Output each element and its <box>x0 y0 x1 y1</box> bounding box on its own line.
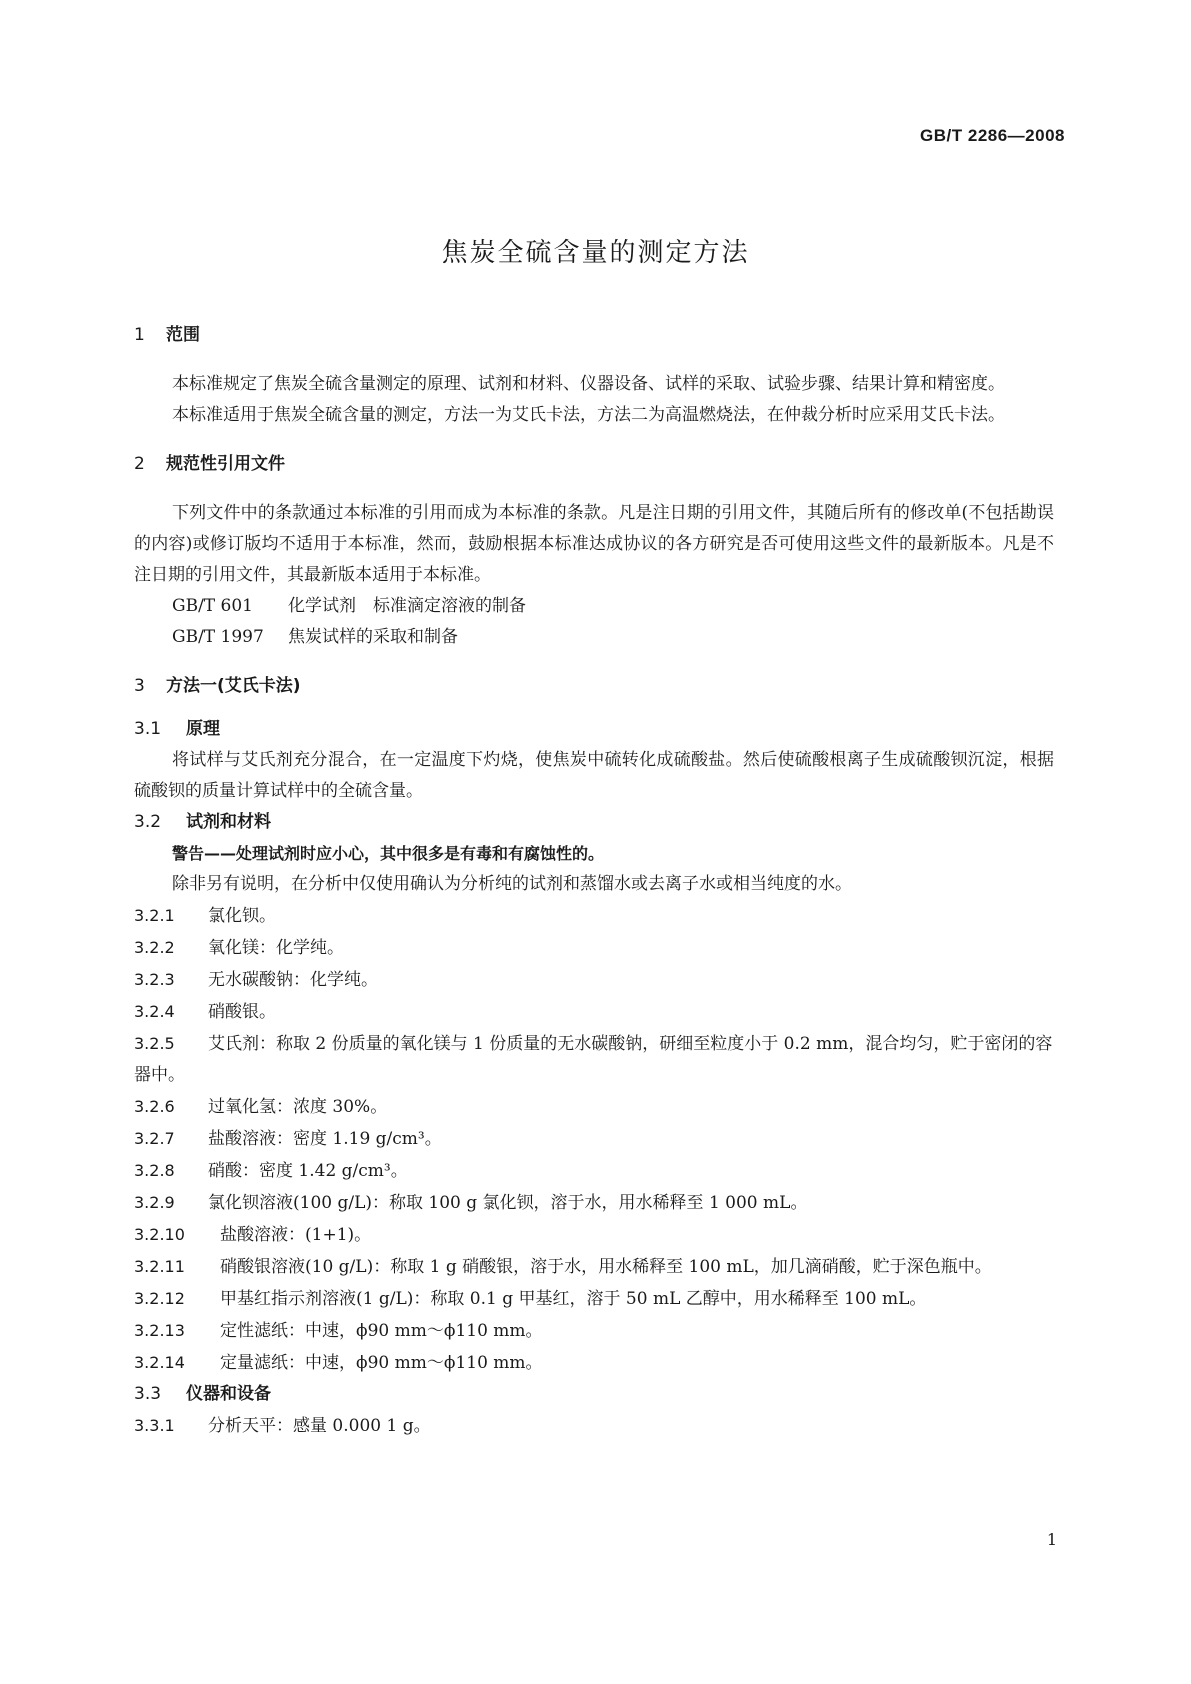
subsection-number: 3.3 <box>134 1384 162 1404</box>
list-item <box>134 932 1054 964</box>
paragraph: 将试样与艾氏剂充分混合，在一定温度下灼烧，使焦炭中硫转化成硫酸盐。然后使硫酸根离子生成硫酸钡沉淀，根据硫酸钡的质量计算试样中的全硫含量。 <box>134 750 1054 801</box>
equipment-list <box>134 1410 1054 1442</box>
paragraph: 下列文件中的条款通过本标准的引用而成为本标准的条款。凡是注日期的引用文件，其随后所有的修改单(不包括勘误的内容)或修订版均不适用于本标准，然而，鼓励根据本标准达成协议的各方研究是否可使用这些文件的最新版本。凡是不注日期的引用文件，其最新版本适用于本标准。 <box>134 503 1054 585</box>
paragraph: 本标准适用于焦炭全硫含量的测定，方法一为艾氏卡法，方法二为高温燃烧法，在仲裁分析时应采用艾氏卡法。 <box>172 405 1005 425</box>
item-number: 3.2.10 <box>134 1225 185 1244</box>
section-number: 1 <box>134 325 145 345</box>
section-3-heading <box>134 671 1054 702</box>
page-title: 焦炭全硫含量的测定方法 <box>441 238 750 268</box>
item-number: 3.2.11 <box>134 1257 185 1276</box>
item-number: 3.3.1 <box>134 1416 175 1435</box>
list-item <box>134 1187 1054 1219</box>
list-item <box>134 900 1054 932</box>
list-item <box>134 1028 1054 1091</box>
item-text: 盐酸溶液：(1+1)。 <box>220 1225 372 1245</box>
item-number: 3.2.13 <box>134 1321 185 1340</box>
list-item <box>134 1283 1054 1315</box>
warning-text: 警告——处理试剂时应小心，其中很多是有毒和有腐蚀性的。 <box>172 844 605 863</box>
subsection-title: 仪器和设备 <box>186 1384 271 1404</box>
paragraph: 本标准规定了焦炭全硫含量测定的原理、试剂和材料、仪器设备、试样的采取、试验步骤、结果计算和精密度。 <box>172 374 1005 394</box>
item-number: 3.2.8 <box>134 1161 175 1180</box>
section-title: 方法一(艾氏卡法) <box>166 676 301 696</box>
item-number: 3.2.6 <box>134 1097 175 1116</box>
item-number: 3.2.1 <box>134 906 175 925</box>
list-item <box>134 1123 1054 1155</box>
subsection-title: 原理 <box>186 719 220 739</box>
section-number: 3 <box>134 676 145 696</box>
item-text: 定量滤纸：中速，ϕ90 mm～ϕ110 mm。 <box>220 1353 543 1373</box>
item-text: 氯化钡。 <box>208 906 276 926</box>
list-item <box>134 1315 1054 1347</box>
reference-item <box>134 622 1054 653</box>
page-number: 1 <box>1046 1530 1057 1549</box>
item-number: 3.2.4 <box>134 1002 175 1021</box>
list-item <box>134 1219 1054 1251</box>
document-body <box>134 320 1054 1442</box>
reagent-list <box>134 900 1054 1379</box>
item-text: 艾氏剂：称取 2 份质量的氧化镁与 1 份质量的无水碳酸钠，研细至粒度小于 0.2 mm，混合均匀，贮于密闭的容器中。 <box>134 1034 1053 1085</box>
item-text: 硝酸银。 <box>208 1002 276 1022</box>
section-title: 规范性引用文件 <box>166 454 285 474</box>
section-title: 范围 <box>166 325 200 345</box>
item-text: 硝酸银溶液(10 g/L)：称取 1 g 硝酸银，溶于水，用水稀释至 100 mL，加几滴硝酸，贮于深色瓶中。 <box>220 1257 992 1277</box>
item-text: 过氧化氢：浓度 30%。 <box>208 1097 388 1117</box>
list-item <box>134 964 1054 996</box>
item-number: 3.2.12 <box>134 1289 185 1308</box>
section-number: 2 <box>134 454 145 474</box>
item-number: 3.2.7 <box>134 1129 175 1148</box>
reference-code: GB/T 601 <box>172 596 253 616</box>
item-number: 3.2.2 <box>134 938 175 957</box>
reference-code: GB/T 1997 <box>172 627 264 647</box>
item-text: 定性滤纸：中速，ϕ90 mm～ϕ110 mm。 <box>220 1321 543 1341</box>
subsection-3-1-heading <box>134 714 1054 745</box>
list-item <box>134 1091 1054 1123</box>
section-2-heading <box>134 449 1054 480</box>
reference-item <box>134 591 1054 622</box>
standard-code: GB/T 2286—2008 <box>920 126 1065 145</box>
paragraph: 除非另有说明，在分析中仅使用确认为分析纯的试剂和蒸馏水或去离子水或相当纯度的水。 <box>172 874 852 894</box>
list-item <box>134 1410 1054 1442</box>
section-1-heading <box>134 320 1054 351</box>
item-text: 盐酸溶液：密度 1.19 g/cm³。 <box>208 1129 442 1149</box>
list-item <box>134 1347 1054 1379</box>
item-text: 甲基红指示剂溶液(1 g/L)：称取 0.1 g 甲基红，溶于 50 mL 乙醇中，用水稀释至 100 mL。 <box>220 1289 927 1309</box>
list-item <box>134 1155 1054 1187</box>
subsection-number: 3.1 <box>134 719 162 739</box>
subsection-3-2-heading <box>134 807 1054 838</box>
reference-title: 焦炭试样的采取和制备 <box>288 627 458 647</box>
subsection-title: 试剂和材料 <box>186 812 271 832</box>
subsection-number: 3.2 <box>134 812 162 832</box>
item-text: 氧化镁：化学纯。 <box>208 938 344 958</box>
item-text: 分析天平：感量 0.000 1 g。 <box>208 1416 431 1436</box>
reference-title: 化学试剂 标准滴定溶液的制备 <box>288 596 526 616</box>
list-item <box>134 1251 1054 1283</box>
item-number: 3.2.5 <box>134 1034 175 1053</box>
item-number: 3.2.3 <box>134 970 175 989</box>
list-item <box>134 996 1054 1028</box>
item-text: 硝酸：密度 1.42 g/cm³。 <box>208 1161 408 1181</box>
subsection-3-3-heading <box>134 1379 1054 1410</box>
item-text: 无水碳酸钠：化学纯。 <box>208 970 378 990</box>
item-text: 氯化钡溶液(100 g/L)：称取 100 g 氯化钡，溶于水，用水稀释至 1 000 mL。 <box>208 1193 808 1213</box>
item-number: 3.2.14 <box>134 1353 185 1372</box>
item-number: 3.2.9 <box>134 1193 175 1212</box>
